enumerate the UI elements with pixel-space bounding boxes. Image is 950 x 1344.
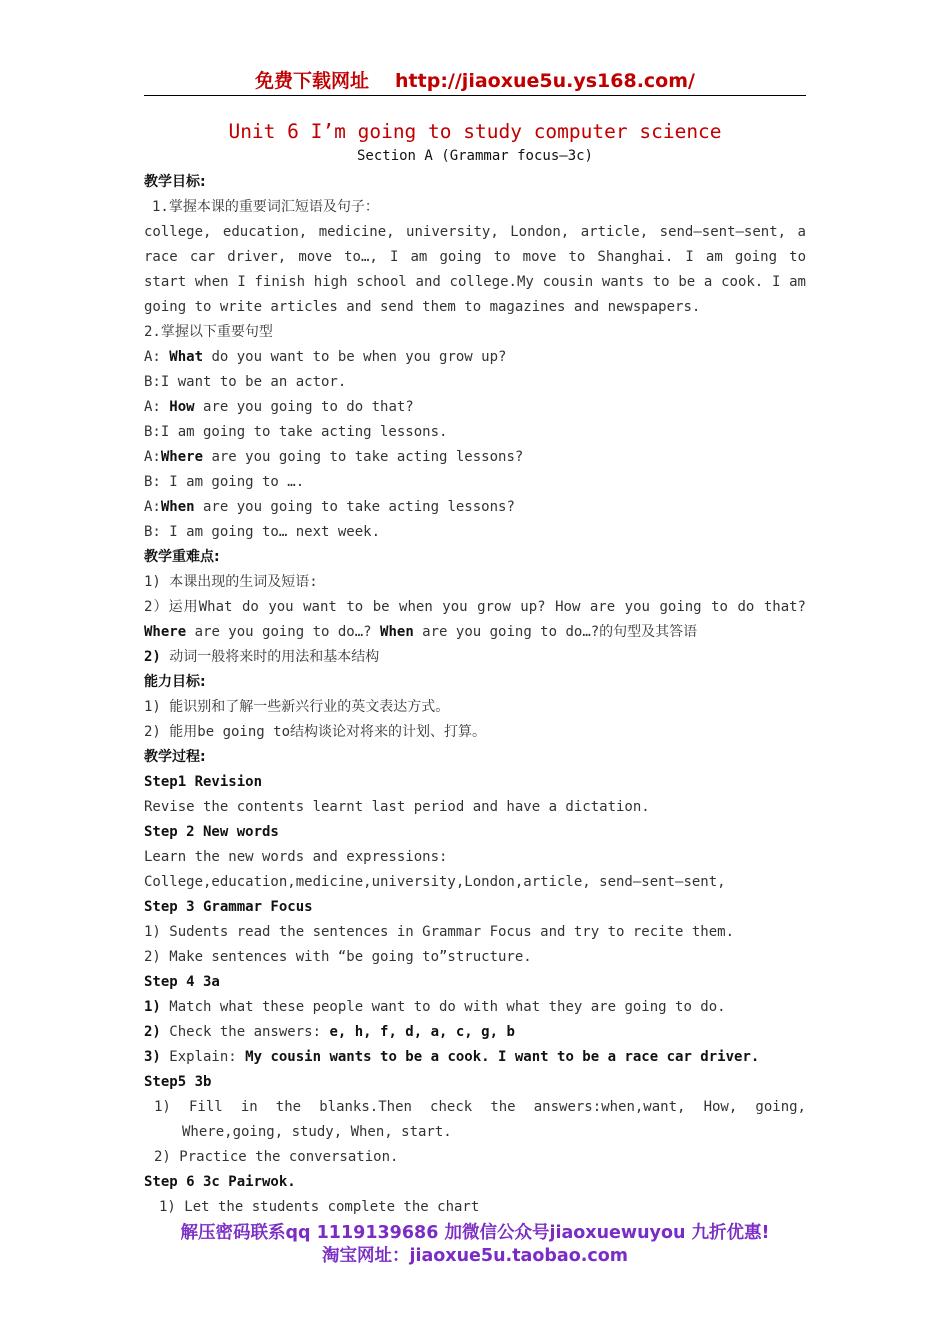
document-body xyxy=(144,170,806,1220)
process-heading: 教学过程: xyxy=(144,749,206,765)
step4-title: Step 4 3a xyxy=(144,974,220,990)
difficulties-heading: 教学重难点: xyxy=(144,549,220,565)
dialog-line: A: How are you going to do that? xyxy=(144,399,414,415)
step3-title: Step 3 Grammar Focus xyxy=(144,899,313,915)
step5-item-2: 2) Practice the conversation. xyxy=(154,1149,399,1165)
difficulty-2b: Where are you going to do…? When are you going to do…?的句型及其答语 xyxy=(144,624,698,640)
vocab-line: going to write articles and send them to magazines and newspapers. xyxy=(144,299,701,315)
header-divider xyxy=(144,95,806,96)
footer-shop-link[interactable]: 淘宝网址：jiaoxue5u.taobao.com xyxy=(321,1246,629,1266)
difficulty-1: 1) 本课出现的生词及短语: xyxy=(144,574,318,590)
step3-item-1: 1) Sudents read the sentences in Grammar Focus and try to recite them. xyxy=(144,924,735,940)
vocab-line: college, education, medicine, university, London, article, send—sent—sent, a xyxy=(144,224,806,240)
goals-heading: 教学目标: xyxy=(144,174,206,190)
step4-item-3: 3) Explain: My cousin wants to be a cook. I want to be a race car driver. xyxy=(144,1049,760,1065)
step2-text: Learn the new words and expressions: xyxy=(144,849,448,865)
dialog-line: B:I am going to take acting lessons. xyxy=(144,424,448,440)
step1-text: Revise the contents learnt last period and have a dictation. xyxy=(144,799,650,815)
dialog-line: B: I am going to… next week. xyxy=(144,524,381,540)
vocab-line: race car driver, move to…, I am going to move to Shanghai. I am going to xyxy=(144,249,806,265)
step5-item-1-cont: Where,going, study, When, start. xyxy=(182,1124,452,1140)
goals-item-2: 2.掌握以下重要句型 xyxy=(144,324,273,340)
step2-words: College,education,medicine,university,London,article, send—sent—sent, xyxy=(144,874,726,890)
page-header xyxy=(144,66,806,93)
step2-title: Step 2 New words xyxy=(144,824,279,840)
step1-title: Step1 Revision xyxy=(144,774,263,790)
step4-item-1: 1) Match what these people want to do with what they are going to do. xyxy=(144,999,726,1015)
goals-item-1: 1.掌握本课的重要词汇短语及句子： xyxy=(152,199,379,215)
difficulty-2a: 2）运用What do you want to be when you grow up? How are you going to do that? xyxy=(144,599,806,615)
header-url-link[interactable]: http://jiaoxue5u.ys168.com/ xyxy=(395,70,695,92)
page-subtitle: Section A (Grammar focus—3c) xyxy=(356,148,593,164)
ability-2: 2) 能用be going to结构谈论对将来的计划、打算。 xyxy=(144,724,487,740)
ability-1: 1) 能识别和了解一些新兴行业的英文表达方式。 xyxy=(144,699,450,715)
dialog-line: A:Where are you going to take acting lessons? xyxy=(144,449,524,465)
footer-contact: 解压密码联系qq 1119139686 加微信公众号jiaoxuewuyou 九折优惠! xyxy=(180,1223,770,1243)
step6-item-1: 1) Let the students complete the chart xyxy=(159,1199,480,1215)
difficulty-3: 2) 动词一般将来时的用法和基本结构 xyxy=(144,649,380,665)
step3-item-2: 2) Make sentences with “be going to”structure. xyxy=(144,949,532,965)
step5-item-1: 1) Fill in the blanks.Then check the answers:when,want, How, going, xyxy=(154,1099,806,1115)
dialog-line: B:I want to be an actor. xyxy=(144,374,347,390)
dialog-line: A: What do you want to be when you grow up? xyxy=(144,349,507,365)
dialog-line: A:When are you going to take acting lessons? xyxy=(144,499,515,515)
step4-item-2: 2) Check the answers: e, h, f, d, a, c, g, b xyxy=(144,1024,515,1040)
step6-title: Step 6 3c Pairwok. xyxy=(144,1174,296,1190)
header-label: 免费下载网址 xyxy=(255,70,370,92)
vocab-line: start when I finish high school and college.My cousin wants to be a cook. I am xyxy=(144,274,806,290)
ability-heading: 能力目标: xyxy=(144,674,206,690)
page-title: Unit 6 I’m going to study computer science xyxy=(228,120,722,143)
dialog-line: B: I am going to …. xyxy=(144,474,305,490)
step5-title: Step5 3b xyxy=(144,1074,212,1090)
